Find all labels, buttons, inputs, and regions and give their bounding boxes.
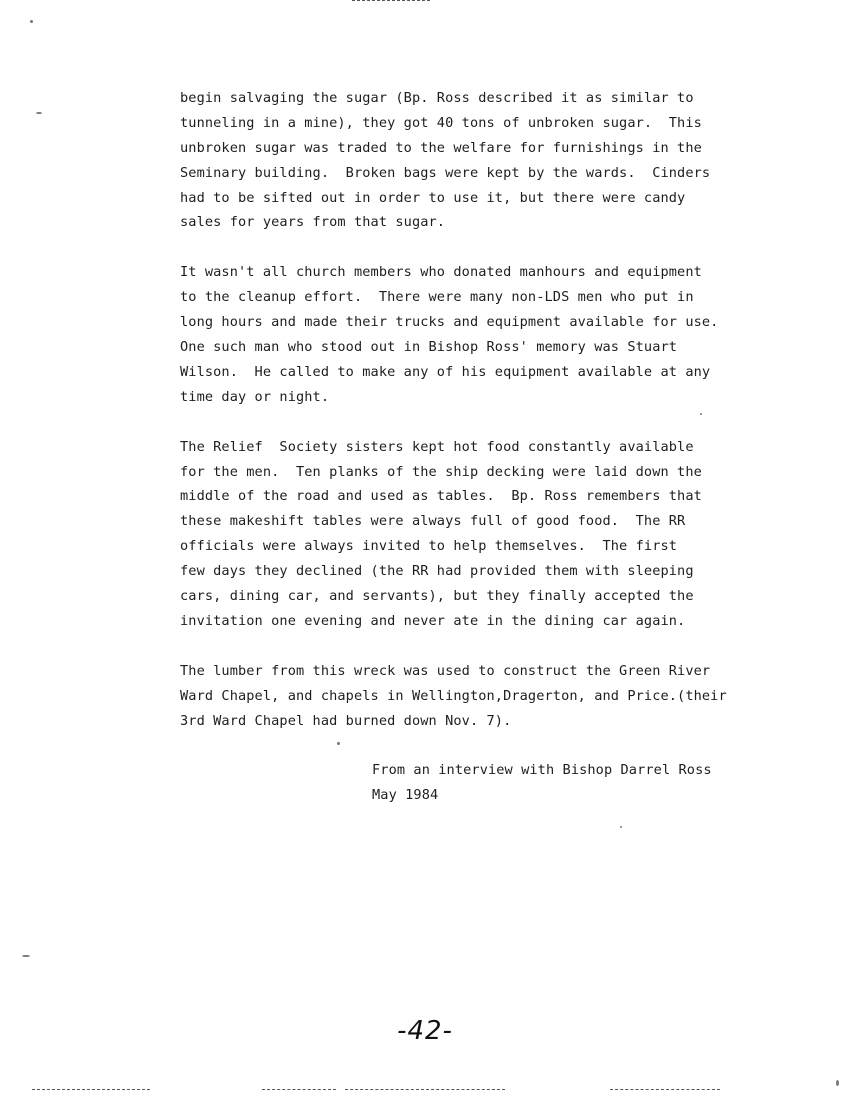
paragraph-cleanup-effort (180, 260, 740, 409)
attribution (372, 758, 712, 808)
scan-artifact-bottom-rule-left (32, 1089, 150, 1090)
paragraph-sugar-salvage (180, 86, 740, 235)
text-line: The lumber from this wreck was used to construct the Green River (180, 662, 711, 679)
text-line: these makeshift tables were always full of good food. The RR (180, 513, 686, 530)
scan-speck (620, 826, 622, 828)
text-line: One such man who stood out in Bishop Ross' memory was Stuart (180, 339, 678, 356)
paragraph-relief-society (180, 435, 740, 634)
paragraph-lumber (180, 659, 740, 734)
text-line: had to be sifted out in order to use it, but there were candy (180, 189, 686, 206)
text-line: invitation one evening and never ate in the dining car again. (180, 612, 686, 629)
scan-artifact-bottom-rule-mid (262, 1089, 336, 1090)
text-line: It wasn't all church members who donated manhours and equipment (180, 264, 702, 281)
body-text (180, 86, 740, 758)
page-number: -42- (397, 1016, 453, 1046)
text-line: long hours and made their trucks and equipment available for use. (180, 314, 719, 331)
scan-speck (836, 1080, 839, 1086)
text-line: 3rd Ward Chapel had burned down Nov. 7). (180, 712, 512, 729)
text-line: begin salvaging the sugar (Bp. Ross described it as similar to (180, 90, 694, 106)
text-line: Seminary building. Broken bags were kept by the wards. Cinders (180, 164, 711, 181)
scan-speck (337, 742, 340, 745)
scan-speck (700, 413, 702, 415)
text-line: officials were always invited to help themselves. The first (180, 538, 678, 555)
scan-artifact-bottom-rule-right (345, 1089, 505, 1090)
text-line: cars, dining car, and servants), but they finally accepted the (180, 588, 694, 605)
scan-speck (36, 112, 42, 114)
text-line: Ward Chapel, and chapels in Wellington,Dragerton, and Price.(their (180, 687, 727, 704)
scan-artifact-top-rule (352, 0, 430, 1)
text-line: The Relief Society sisters kept hot food constantly available (180, 438, 694, 455)
text-line: unbroken sugar was traded to the welfare for furnishings in the (180, 139, 702, 156)
attribution-date: May 1984 (372, 786, 439, 803)
attribution-source: From an interview with Bishop Darrel Ross (372, 762, 712, 778)
text-line: few days they declined (the RR had provided them with sleeping (180, 563, 694, 580)
scan-speck (22, 955, 30, 957)
text-line: for the men. Ten planks of the ship decking were laid down the (180, 463, 702, 480)
text-line: sales for years from that sugar. (180, 214, 446, 231)
text-line: middle of the road and used as tables. Bp. Ross remembers that (180, 488, 702, 505)
scan-artifact-bottom-rule-far (610, 1089, 720, 1090)
scan-speck (30, 20, 33, 23)
text-line: tunneling in a mine), they got 40 tons of unbroken sugar. This (180, 114, 702, 131)
text-line: to the cleanup effort. There were many non-LDS men who put in (180, 289, 694, 306)
text-line: time day or night. (180, 388, 330, 405)
text-line: Wilson. He called to make any of his equipment available at any (180, 363, 711, 380)
